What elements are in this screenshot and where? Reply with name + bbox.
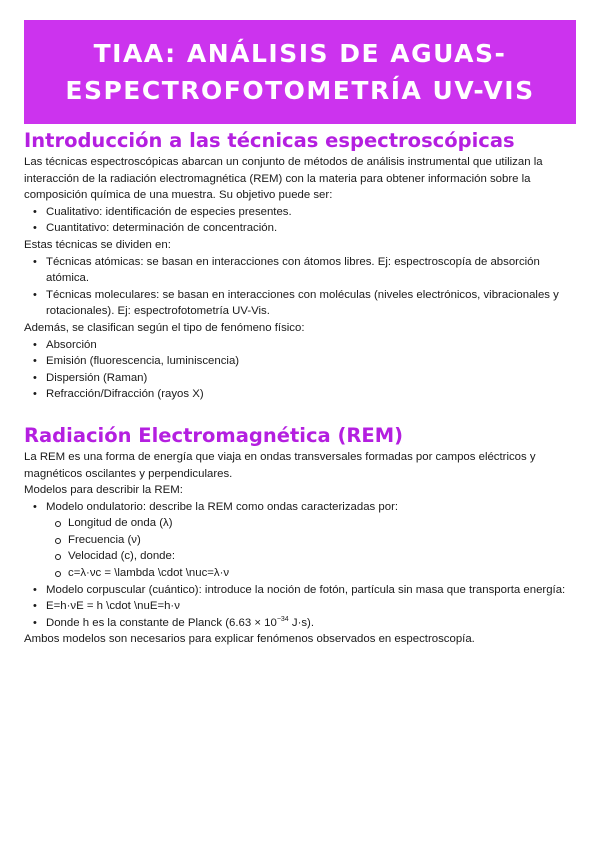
title-banner	[24, 20, 576, 124]
rem-intro-paragraph: La REM es una forma de energía que viaja en ondas transversales formadas por campos eléctricos y magnéticos oscilantes y perpendiculares.	[24, 450, 536, 480]
document-body	[24, 128, 584, 648]
list-item-corpuscular-model: • Modelo corpuscular (cuántico): introduce la noción de fotón, partícula sin masa que transporta energía:	[46, 582, 584, 599]
title-line-1: TIAA: ANÁLISIS DE AGUAS-	[93, 39, 507, 68]
phenomena-list	[24, 337, 584, 403]
models-intro: Modelos para describir la REM:	[24, 484, 183, 497]
section-spacer	[24, 403, 584, 423]
list-item: c=λ·νc = \lambda \cdot \nuc=λ·ν	[68, 565, 584, 582]
list-item: • Refracción/Difracción (rayos X)	[46, 386, 584, 403]
planck-prefix: Donde h es la constante de Planck (6.63 × 10	[46, 616, 277, 629]
wave-model-text: Modelo ondulatorio: describe la REM como ondas caracterizadas por:	[46, 500, 399, 513]
planck-suffix: J·s).	[288, 616, 315, 629]
list-item: Velocidad (c), donde:	[68, 548, 584, 565]
list-item: • Técnicas atómicas: se basan en interacciones con átomos libres. Ej: espectroscopía de absorción atómica.	[46, 254, 584, 287]
list-item: • Emisión (fluorescencia, luminiscencia)	[46, 353, 584, 370]
list-item-planck	[46, 615, 584, 632]
wave-properties-list	[46, 515, 584, 581]
list-item: • Técnicas moleculares: se basan en interacciones con moléculas (niveles electrónicos, vibracionales y rotacionales). Ej: espectrofotometría UV-Vis.	[46, 287, 584, 320]
list-item-wave-model	[46, 499, 584, 582]
list-item: • Dispersión (Raman)	[46, 370, 584, 387]
list-item: Longitud de onda (λ)	[68, 515, 584, 532]
planck-exponent: −34	[276, 616, 289, 624]
section-heading-rem: Radiación Electromagnética (REM)	[24, 423, 404, 447]
divisions-list	[24, 254, 584, 320]
objectives-list	[24, 204, 584, 237]
list-item: • Cualitativo: identificación de especies presentes.	[46, 204, 584, 221]
intro-paragraph: Las técnicas espectroscópicas abarcan un conjunto de métodos de análisis instrumental que utilizan la interacción de la radiación electromagnética (REM) con la materia para obtener información sobre la composición química de una muestra. Su objetivo puede ser:	[24, 156, 543, 202]
list-item: • Cuantitativo: determinación de concentración.	[46, 220, 584, 237]
list-item: • Absorción	[46, 337, 584, 354]
section-heading-intro: Introducción a las técnicas espectroscópicas	[24, 129, 515, 152]
list-item-energy-equation: • E=h·νE = h \cdot \nuE=h·ν	[46, 598, 584, 615]
conclusion-paragraph: Ambos modelos son necesarios para explicar fenómenos observados en espectroscopía.	[24, 633, 475, 646]
models-list	[24, 499, 584, 632]
list-item: Frecuencia (ν)	[68, 532, 584, 549]
phenomena-intro: Además, se clasifican según el tipo de fenómeno físico:	[24, 321, 305, 334]
division-intro: Estas técnicas se dividen en:	[24, 238, 171, 251]
title-line-2: ESPECTROFOTOMETRÍA UV-VIS	[65, 76, 535, 105]
